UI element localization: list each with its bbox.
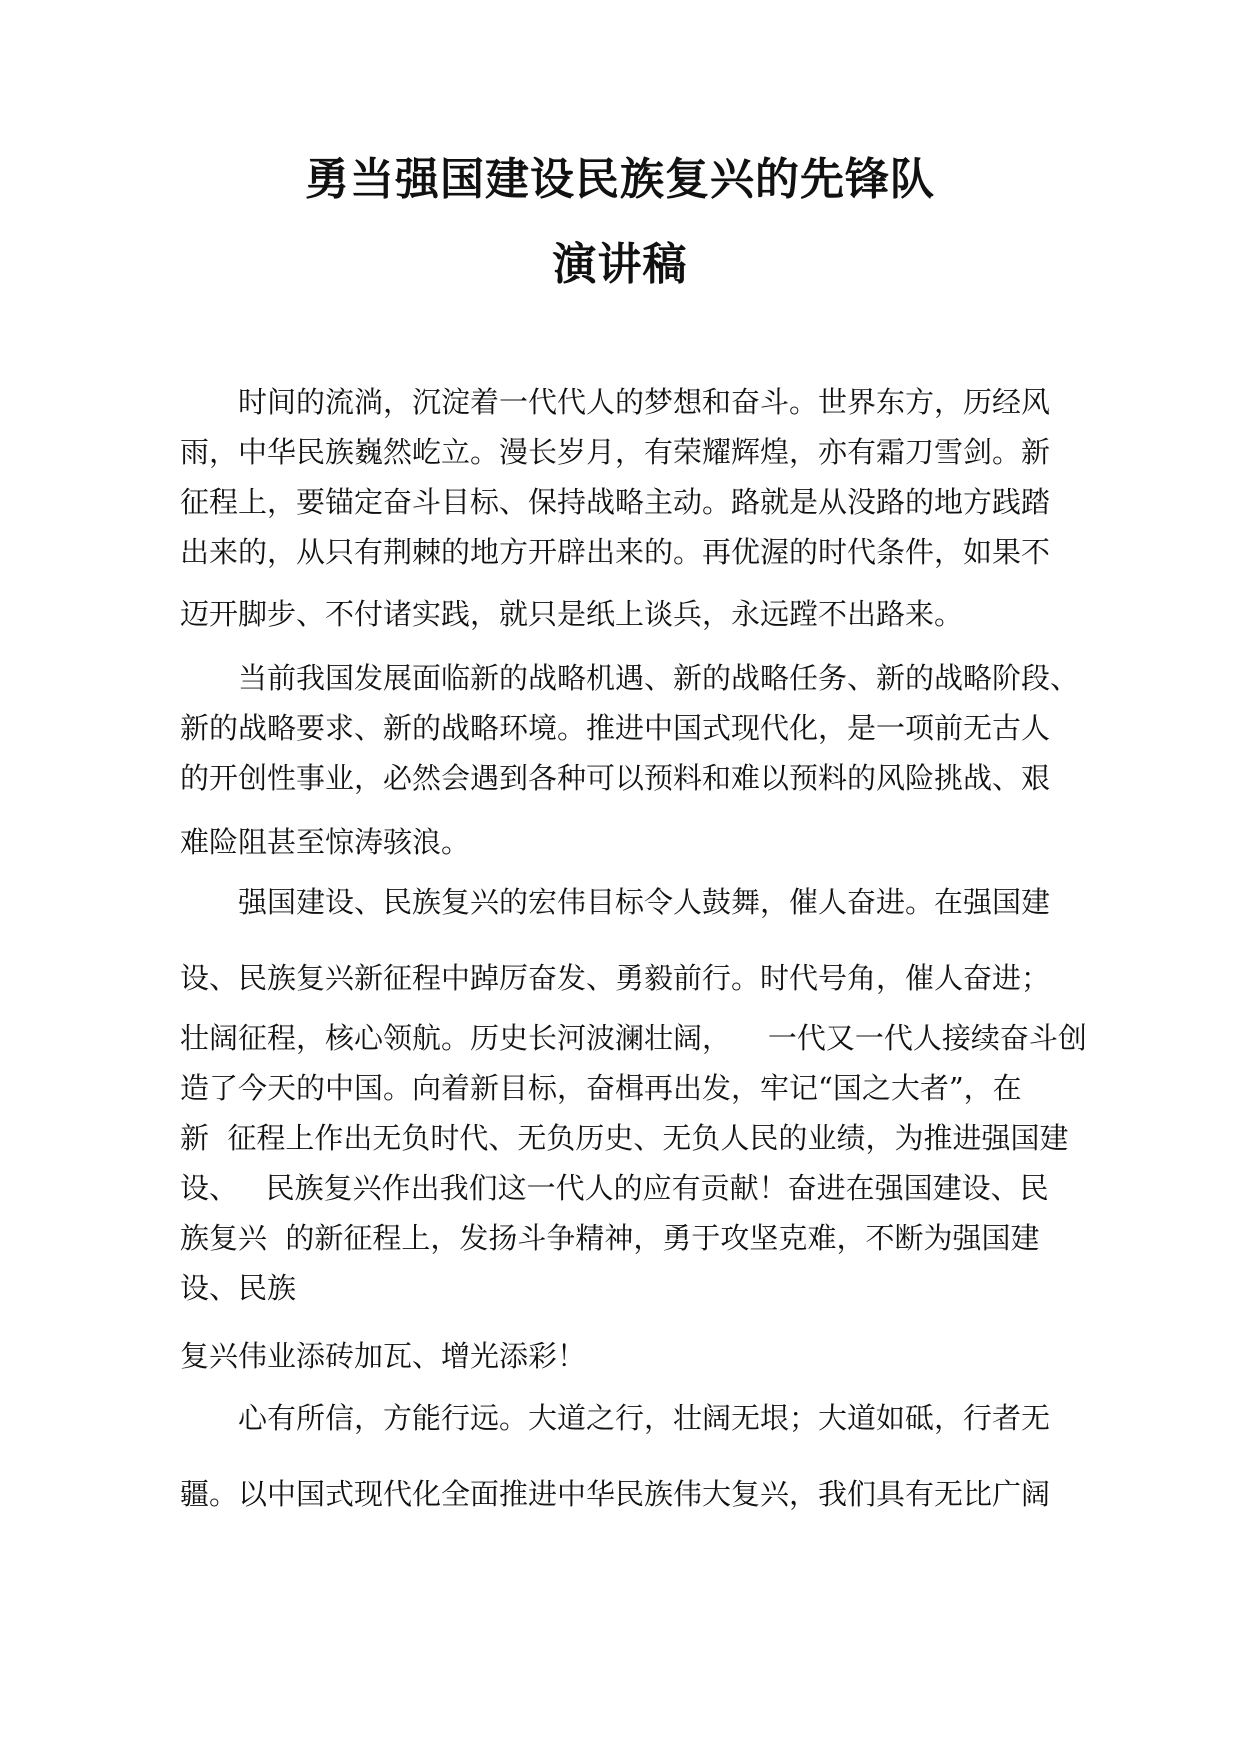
paragraph-1-line-1: 时间的流淌，沉淀着一代代人的梦想和奋斗。世界东方，历经风 [238, 385, 1051, 419]
paragraph-4-line-2: 疆。以中国式现代化全面推进中华民族伟大复兴，我们具有无比广阔 [180, 1477, 1051, 1511]
paragraph-3-line-8: 设、民族 [180, 1271, 297, 1305]
paragraph-2-line-4: 难险阻甚至惊涛骇浪。 [180, 825, 471, 859]
paragraph-2-line-3: 的开创性事业，必然会遇到各种可以预料和难以预料的风险挑战、艰 [180, 761, 1051, 795]
paragraph-3-line-7: 族复兴 的新征程上，发扬斗争精神，勇于攻坚克难，不断为强国建 [180, 1221, 1040, 1255]
paragraph-3-line-6: 设、 民族复兴作出我们这一代人的应有贡献！奋进在强国建设、民 [180, 1171, 1049, 1205]
paragraph-3-line-5: 新 征程上作出无负时代、无负历史、无负人民的业绩，为推进强国建 [180, 1121, 1069, 1155]
paragraph-1-line-2: 雨，中华民族巍然屹立。漫长岁月，有荣耀辉煌，亦有霜刀雪剑。新 [180, 435, 1051, 469]
document-title-line-1: 勇当强国建设民族复兴的先锋队 [305, 154, 935, 205]
paragraph-3-line-9: 复兴伟业添砖加瓦、增光添彩！ [180, 1339, 587, 1373]
paragraph-1-line-4: 出来的，从只有荆棘的地方开辟出来的。再优渥的时代条件，如果不 [180, 535, 1051, 569]
paragraph-3-line-1: 强国建设、民族复兴的宏伟目标令人鼓舞，催人奋进。在强国建 [238, 885, 1051, 919]
paragraph-1-line-3: 征程上，要锚定奋斗目标、保持战略主动。路就是从没路的地方践踏 [180, 485, 1051, 519]
paragraph-1-line-5: 迈开脚步、不付诸实践，就只是纸上谈兵，永远蹚不出路来。 [180, 597, 964, 631]
paragraph-3-line-4: 造了今天的中国。向着新目标，奋楫再出发，牢记“国之大者”，在 [180, 1071, 1022, 1105]
paragraph-3-line-3: 壮阔征程，核心领航。历史长河波澜壮阔， 一代又一代人接续奋斗创 [180, 1021, 1087, 1055]
paragraph-4-line-1: 心有所信，方能行远。大道之行，壮阔无垠；大道如砥，行者无 [238, 1401, 1051, 1435]
paragraph-3-line-2: 设、民族复兴新征程中踔厉奋发、勇毅前行。时代号角，催人奋进； [180, 961, 1051, 995]
paragraph-2-line-2: 新的战略要求、新的战略环境。推进中国式现代化，是一项前无古人 [180, 711, 1051, 745]
paragraph-2-line-1: 当前我国发展面临新的战略机遇、新的战略任务、新的战略阶段、 [238, 661, 1080, 695]
document-title-line-2: 演讲稿 [552, 239, 688, 290]
